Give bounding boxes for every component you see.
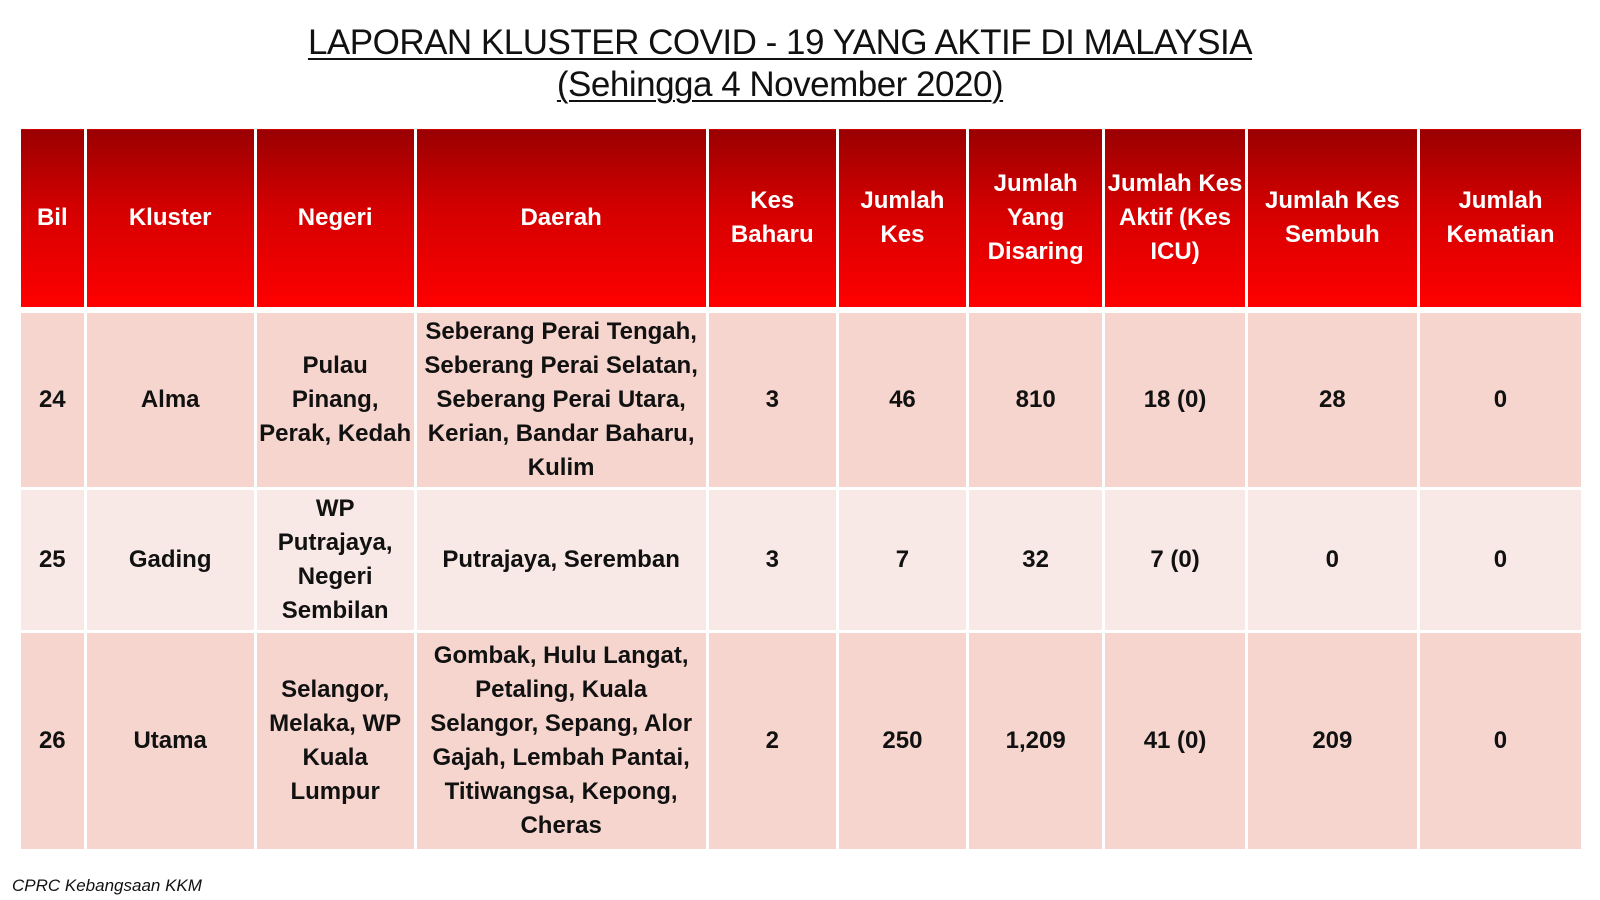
cell-jumlah-kes-aktif: 41 (0) <box>1104 632 1246 851</box>
header-jumlah-kematian: Jumlah Kematian <box>1418 128 1582 311</box>
cell-jumlah-kematian: 0 <box>1418 632 1582 851</box>
cell-jumlah-kematian: 0 <box>1418 310 1582 489</box>
cell-kes-baharu: 2 <box>707 632 837 851</box>
source-footer: CPRC Kebangsaan KKM <box>12 876 202 895</box>
cell-jumlah-disaring: 1,209 <box>968 632 1104 851</box>
cell-daerah: Gombak, Hulu Langat, Petaling, Kuala Selangor, Sepang, Alor Gajah, Lembah Pantai, Titiwangsa, Kepong, Cheras <box>415 632 707 851</box>
cell-bil: 24 <box>20 310 86 489</box>
header-daerah: Daerah <box>415 128 707 311</box>
cell-jumlah-disaring: 32 <box>968 489 1104 632</box>
title-line-1: LAPORAN KLUSTER COVID - 19 YANG AKTIF DI MALAYSIA <box>307 23 1253 62</box>
cell-negeri: Pulau Pinang, Perak, Kedah <box>255 310 415 489</box>
cell-jumlah-disaring: 810 <box>968 310 1104 489</box>
table-row <box>20 310 1583 489</box>
cell-kluster: Alma <box>85 310 255 489</box>
table-header-row <box>20 128 1583 311</box>
cell-jumlah-kes-aktif: 7 (0) <box>1104 489 1246 632</box>
table-row <box>20 632 1583 851</box>
cell-jumlah-kes: 7 <box>837 489 967 632</box>
header-bil: Bil <box>20 128 86 311</box>
cell-negeri: WP Putrajaya, Negeri Sembilan <box>255 489 415 632</box>
cell-bil: 26 <box>20 632 86 851</box>
table-row <box>20 489 1583 632</box>
cell-kluster: Utama <box>85 632 255 851</box>
cell-daerah: Putrajaya, Seremban <box>415 489 707 632</box>
header-negeri: Negeri <box>255 128 415 311</box>
header-kes-baharu: Kes Baharu <box>707 128 837 311</box>
cell-jumlah-kematian: 0 <box>1418 489 1582 632</box>
cell-jumlah-kes: 250 <box>837 632 967 851</box>
header-jumlah-kes-aktif: Jumlah Kes Aktif (Kes ICU) <box>1104 128 1246 311</box>
cell-jumlah-kes-sembuh: 0 <box>1246 489 1418 632</box>
header-kluster: Kluster <box>85 128 255 311</box>
cell-jumlah-kes-sembuh: 28 <box>1246 310 1418 489</box>
header-jumlah-kes-sembuh: Jumlah Kes Sembuh <box>1246 128 1418 311</box>
cell-kes-baharu: 3 <box>707 489 837 632</box>
header-jumlah-kes: Jumlah Kes <box>837 128 967 311</box>
cell-kes-baharu: 3 <box>707 310 837 489</box>
cell-jumlah-kes-aktif: 18 (0) <box>1104 310 1246 489</box>
cell-negeri: Selangor, Melaka, WP Kuala Lumpur <box>255 632 415 851</box>
cell-jumlah-kes: 46 <box>837 310 967 489</box>
title-line-2: (Sehingga 4 November 2020) <box>556 65 1004 104</box>
report-title <box>0 22 1560 106</box>
header-jumlah-disaring: Jumlah Yang Disaring <box>968 128 1104 311</box>
cell-jumlah-kes-sembuh: 209 <box>1246 632 1418 851</box>
cell-bil: 25 <box>20 489 86 632</box>
cluster-table <box>18 126 1584 852</box>
cell-daerah: Seberang Perai Tengah, Seberang Perai Selatan, Seberang Perai Utara, Kerian, Bandar Baharu, Kulim <box>415 310 707 489</box>
cell-kluster: Gading <box>85 489 255 632</box>
